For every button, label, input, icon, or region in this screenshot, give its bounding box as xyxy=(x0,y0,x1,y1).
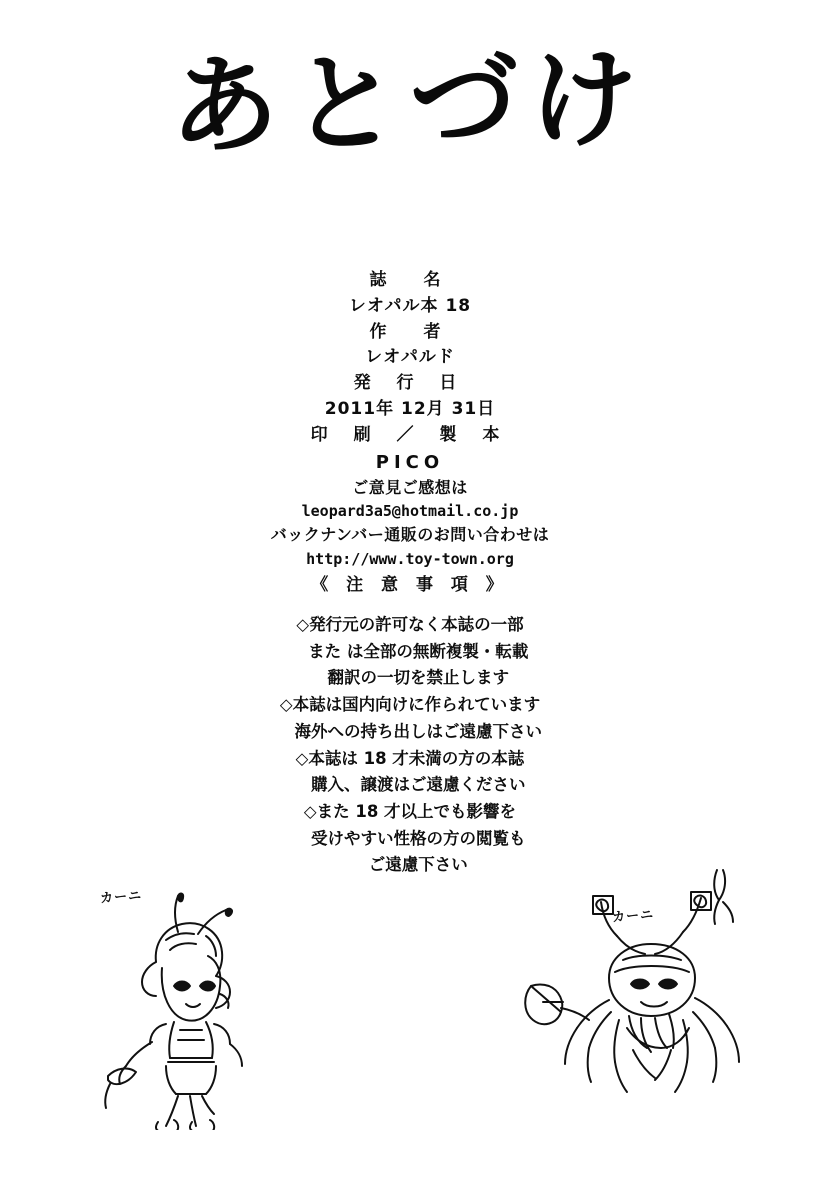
colophon xyxy=(0,268,820,570)
crab-creature-sketch xyxy=(505,860,775,1130)
colophon-value-title: レオパル本 18 xyxy=(348,295,472,316)
notice-item xyxy=(0,746,820,799)
notice-heading: 《 注 意 事 項 》 xyxy=(311,575,509,595)
notice-line: また は全部の無断複製・転載 xyxy=(291,641,529,661)
contact-email[interactable]: leopard3a5@hotmail.co.jp xyxy=(301,502,519,521)
notice-line: 購入、譲渡はご遠慮ください xyxy=(294,775,526,795)
chibi-character-sketch xyxy=(70,870,290,1130)
notice-list xyxy=(0,612,820,879)
backorder-url[interactable]: http://www.toy-town.org xyxy=(306,549,514,568)
notice-item xyxy=(0,692,820,745)
notice-line: 海外への持ち出しはご遠慮下さい xyxy=(278,721,542,741)
colophon-label-pubdate: 発 行 日 xyxy=(353,373,467,394)
notice-item xyxy=(0,612,820,692)
notice-line: ◇本誌は 18 才未満の方の本誌 xyxy=(295,748,525,768)
illustration-callout-right: カーニ xyxy=(611,907,655,926)
colophon-value-printer: PICO xyxy=(375,451,445,473)
colophon-label-printer: 印 刷 ／ 製 本 xyxy=(310,424,510,445)
notice-line: ご遠慮下さい xyxy=(352,855,468,875)
notice-line: 翻訳の一切を禁止します xyxy=(311,668,509,688)
notice-line: ◇また 18 才以上でも影響を xyxy=(303,802,517,822)
page-title xyxy=(0,36,820,171)
notice-line: ◇発行元の許可なく本誌の一部 xyxy=(296,615,524,634)
notice-line: ◇本誌は国内向けに作られています xyxy=(279,695,541,715)
backorder-label: バックナンバー通販のお問い合わせは xyxy=(270,525,550,545)
colophon-value-author: レオパルド xyxy=(365,347,455,368)
colophon-value-pubdate: 2011年 12月 31日 xyxy=(324,399,496,420)
colophon-label-title: 誌 名 xyxy=(369,270,451,290)
page-title-text: あとづけ xyxy=(168,36,652,171)
contact-label: ご意見ご感想は xyxy=(352,478,468,498)
colophon-label-author: 作 者 xyxy=(369,321,451,342)
notice-line: 受けやすい性格の方の閲覧も xyxy=(294,828,526,848)
illustration-callout-left: カーニ xyxy=(99,888,143,907)
